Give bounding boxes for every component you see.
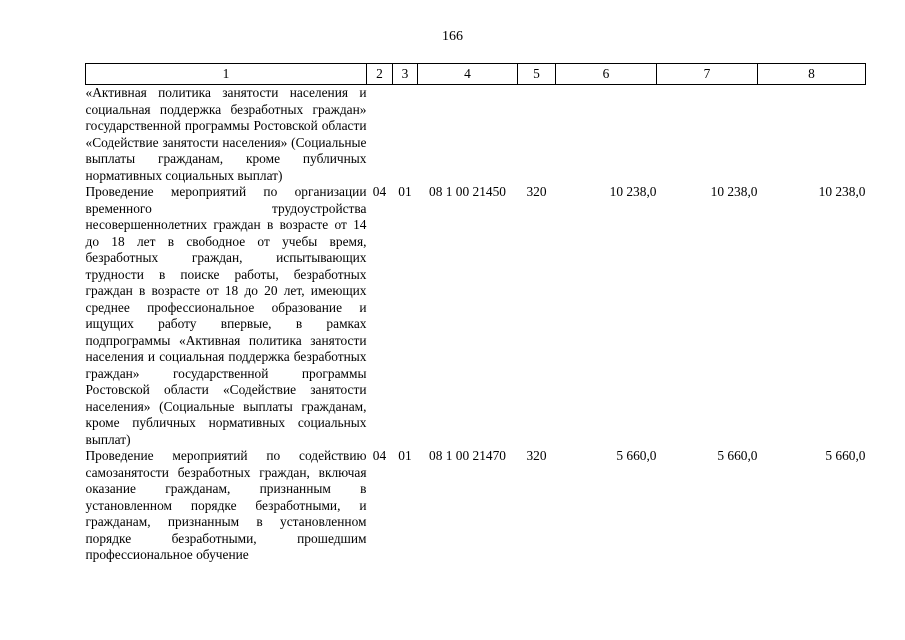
row-amount-8: 10 238,0 <box>818 184 866 199</box>
column-header-1: 1 <box>86 64 367 85</box>
row-description: Проведение мероприятий по организации временного трудоустройства несовершеннолетних граждан в возрасте от 14 до 18 лет в свободное от учебы время, безработных граждан, испытывающих трудности в поиске работы, безработных граждан в возрасте от 18 до 20 лет, имеющих среднее профессиональное образование и ищущих работу впервые, в рамках подпрограммы «Активная политика занятости населения и социальная поддержка безработных граждан» государственной программы Ростовской области «Содействие занятости населения» (Социальные выплаты гражданам, кроме публичных нормативных социальных выплат) <box>85 184 367 447</box>
row-target-article: 08 1 00 21470 <box>429 448 506 463</box>
row-amount-7: 5 660,0 <box>717 448 758 463</box>
row-amount-6: 10 238,0 <box>609 184 657 199</box>
column-header-5: 5 <box>518 64 556 85</box>
row-expense-type <box>518 85 556 185</box>
row-expense-type: 320 <box>526 184 547 199</box>
table-row <box>86 85 866 185</box>
row-target-article <box>418 85 518 185</box>
row-amount-7 <box>657 85 758 185</box>
column-header-6: 6 <box>556 64 657 85</box>
column-header-8: 8 <box>758 64 866 85</box>
table-row <box>86 184 866 448</box>
row-subsection: 01 <box>398 448 412 463</box>
row-section: 04 <box>372 184 387 199</box>
table-row <box>86 448 866 564</box>
row-amount-7: 10 238,0 <box>710 184 758 199</box>
page-number: 166 <box>442 29 463 44</box>
row-subsection: 01 <box>398 184 412 199</box>
row-amount-8: 5 660,0 <box>825 448 866 463</box>
row-amount-6 <box>556 85 657 185</box>
row-subsection <box>393 85 418 185</box>
row-description: Проведение мероприятий по содействию самозанятости безработных граждан, включая оказание гражданам, признанным в установленном порядке безработными, и гражданам, признанным в установленном порядке безработными, прошедшим профессиональное обучение <box>85 448 367 562</box>
row-target-article: 08 1 00 21450 <box>429 184 506 199</box>
row-expense-type: 320 <box>526 448 547 463</box>
column-header-3: 3 <box>393 64 418 85</box>
row-section <box>367 85 393 185</box>
budget-table <box>85 63 866 564</box>
column-header-2: 2 <box>367 64 393 85</box>
header-row <box>86 64 866 85</box>
row-description: «Активная политика занятости населения и социальная поддержка безработных граждан» государственной программы Ростовской области «Содействие занятости населения» (Социальные выплаты гражданам, кроме публичных нормативных социальных выплат) <box>85 85 367 183</box>
column-header-4: 4 <box>418 64 518 85</box>
row-amount-8 <box>758 85 866 185</box>
row-amount-6: 5 660,0 <box>616 448 657 463</box>
column-header-7: 7 <box>657 64 758 85</box>
row-section: 04 <box>372 448 387 463</box>
